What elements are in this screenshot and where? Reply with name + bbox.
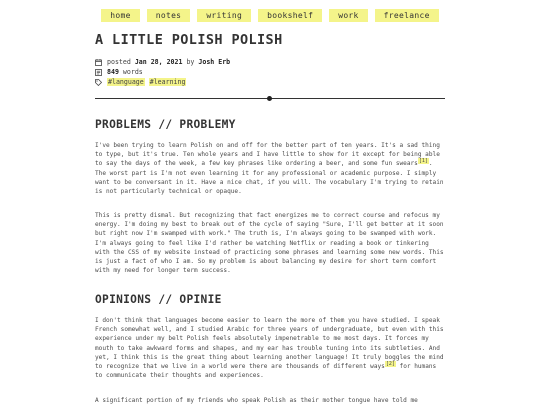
calendar-icon — [95, 59, 102, 66]
section-heading-opinions: OPINIONS // OPINIE — [95, 293, 222, 306]
nav-work[interactable]: work — [329, 9, 367, 22]
paragraph-text: I've been trying to learn Polish on and off for the better part of ten years. It's a sad thing to type, but it's true. Ten whole years and I have little to show for it except for being able to say the days of the week, a few key phrases like ordering a beer, and some fun swears — [95, 142, 440, 168]
word-count-icon — [95, 69, 102, 76]
post-author: Josh Erb — [198, 58, 231, 66]
footnote-link[interactable]: [2] — [385, 360, 395, 367]
word-count-line — [95, 68, 143, 76]
nav-home[interactable]: home — [101, 9, 139, 22]
tag-language[interactable]: #language — [108, 78, 144, 86]
paragraph — [95, 141, 445, 196]
nav-freelance[interactable]: freelance — [375, 9, 439, 22]
paragraph-text: I don't think that languages become easier to learn the more of them you have studied. I speak French somewhat well, and I studied Arabic for three years of undergraduate, but even with this experience under my belt Polish feels absolutely impenetrable to me most days. It forces my mouth to take awkward forms and shapes, and my ear has trouble tuning into its subtleties. And yet, I think this is the great thing about learning another language! It truly boggles the mind to recognize that we live in a world were there are thousands of different ways — [95, 317, 444, 371]
paragraph-text: . The worst part is I'm not even learning it for any professional or academic purpose. I simply want to be conversant in it. Have a nice chat, if you will. The vocabulary I'm trying to retain is not particularly technical or opaque. — [95, 160, 444, 196]
footnote-link[interactable]: [1] — [418, 158, 428, 165]
section-divider — [95, 98, 445, 99]
page-title: A LITTLE POLISH POLISH — [95, 32, 283, 48]
nav-notes[interactable]: notes — [147, 9, 191, 22]
by-label: by — [186, 58, 195, 66]
paragraph-text: for humans to communicate their thoughts and experiences. — [95, 363, 437, 380]
divider-dot — [267, 96, 272, 101]
word-count: 849 — [107, 68, 119, 76]
section-heading-problems: PROBLEMS // PROBLEMY — [95, 118, 236, 131]
tags-line — [95, 78, 186, 86]
nav-writing[interactable]: writing — [197, 9, 251, 22]
post-date-line — [95, 58, 230, 66]
tag-learning[interactable]: #learning — [149, 78, 186, 86]
paragraph: A significant portion of my friends who speak Polish as their mother tongue have told me — [95, 397, 418, 404]
paragraph — [95, 316, 445, 380]
paragraph: This is pretty dismal. But recognizing that fact energizes me to correct course and refocus my energy. I'm doing my best to break out of the cycle of saying "Sure, I'll get better at it soon but right now I'm swamped with work." The truth is, I'm always going to be swamped with work. I'm always going to feel like I'd rather be watching Netflix or reading a book or tinkering with the CSS of my website instead of practicing some phrases and learning some new words. This is just a fact of who I am. So my problem is about balancing my desire for short term comfort with my need for longer term success. — [95, 212, 444, 275]
tag-icon — [95, 79, 102, 86]
top-nav — [0, 9, 540, 22]
nav-bookshelf[interactable]: bookshelf — [258, 9, 322, 22]
posted-label: posted — [107, 58, 131, 66]
post-date: Jan 28, 2021 — [134, 58, 183, 66]
words-label: words — [122, 68, 143, 76]
